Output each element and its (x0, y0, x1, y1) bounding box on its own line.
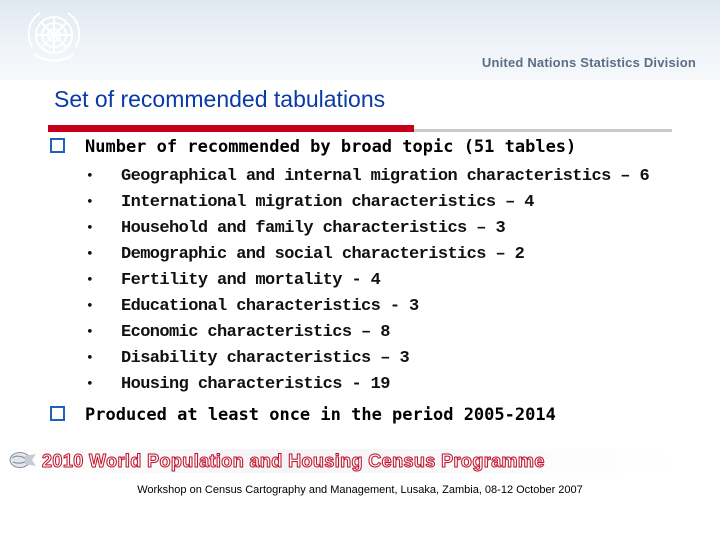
list-item (86, 268, 706, 294)
bullet-dot-icon: • (86, 195, 94, 210)
main-bullet-text: Produced at least once in the period 2005-2014 (85, 405, 556, 425)
list-item (86, 242, 706, 268)
slide-header (0, 0, 720, 80)
bullet-dot-icon: • (86, 325, 94, 340)
list-item-text: Household and family characteristics – 3 (121, 219, 506, 238)
list-item-text: Disability characteristics – 3 (121, 349, 410, 368)
globe-icon (8, 451, 38, 469)
bullet-dot-icon: • (86, 247, 94, 262)
banner-title: 2010 World Population and Housing Census Programme (42, 451, 545, 471)
division-name: United Nations Statistics Division (481, 55, 696, 70)
list-item (86, 294, 706, 320)
bullet-dot-icon: • (86, 377, 94, 392)
list-item (86, 216, 706, 242)
list-item (86, 190, 706, 216)
main-bullet-text: Number of recommended by broad topic (51 tables) (85, 137, 577, 157)
list-item-text: Fertility and mortality - 4 (121, 271, 381, 290)
census-programme-banner (6, 449, 678, 473)
list-item-text: Educational characteristics - 3 (121, 297, 419, 316)
bullet-dot-icon: • (86, 351, 94, 366)
list-item (86, 320, 706, 346)
checkbox-bullet-icon (50, 138, 65, 153)
slide-title: Set of recommended tabulations (54, 86, 386, 112)
topic-list (86, 164, 706, 398)
list-item-text: Housing characteristics - 19 (121, 375, 390, 394)
main-bullet-period (50, 405, 710, 425)
bullet-dot-icon: • (86, 169, 94, 184)
list-item-text: International migration characteristics – 4 (121, 193, 534, 212)
workshop-footer: Workshop on Census Cartography and Management, Lusaka, Zambia, 08-12 October 2007 (137, 484, 583, 496)
checkbox-bullet-icon (50, 406, 65, 421)
list-item-text: Geographical and internal migration characteristics – 6 (121, 167, 650, 186)
list-item-text: Economic characteristics – 8 (121, 323, 390, 342)
un-emblem-icon (20, 7, 88, 69)
list-item (86, 372, 706, 398)
main-bullet-topics (50, 137, 710, 157)
list-item (86, 164, 706, 190)
bullet-dot-icon: • (86, 273, 94, 288)
list-item-text: Demographic and social characteristics – 2 (121, 245, 525, 264)
title-accent-bar (48, 125, 414, 132)
list-item (86, 346, 706, 372)
bullet-dot-icon: • (86, 221, 94, 236)
bullet-dot-icon: • (86, 299, 94, 314)
